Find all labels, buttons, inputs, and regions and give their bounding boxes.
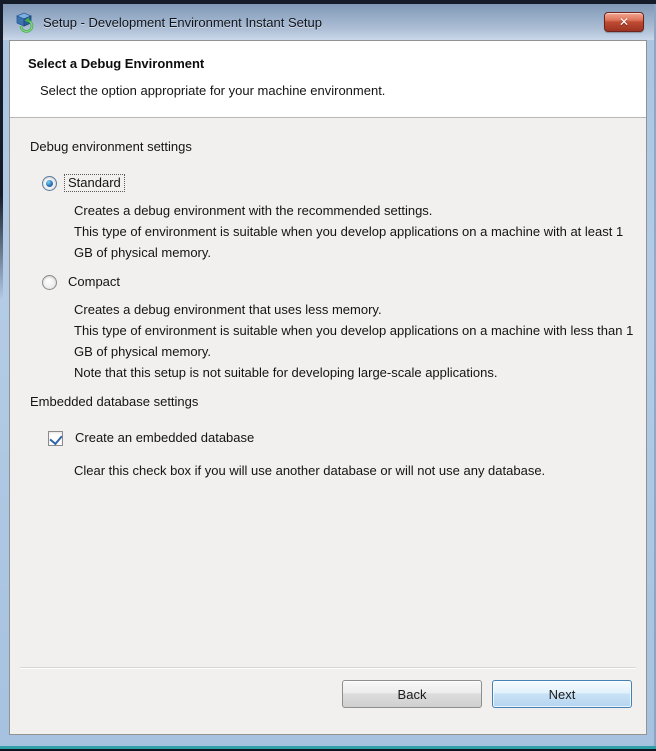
titlebar[interactable] [3,4,654,40]
standard-option-row[interactable] [42,175,626,191]
debug-settings-section-label: Debug environment settings [30,139,192,154]
standard-desc-line-1: Creates a debug environment with the recommended settings. [74,203,433,218]
standard-option-description [74,200,636,263]
embedded-database-checkbox-label[interactable]: Create an embedded database [75,430,255,445]
compact-desc-line-2: This type of environment is suitable when you develop applications on a machine with less than 1 GB of physical memory. [74,323,634,359]
setup-app-icon [13,11,35,33]
compact-radio-label[interactable]: Compact [68,274,121,289]
compact-desc-line-3: Note that this setup is not suitable for developing large-scale applications. [74,365,498,380]
compact-option-description [74,299,636,383]
wizard-content-panel [9,40,647,735]
window-top-edge [0,0,656,4]
compact-desc-line-1: Creates a debug environment that uses less memory. [74,302,382,317]
compact-radio-button[interactable] [42,275,57,290]
window-left-edge [0,0,3,300]
page-subtitle: Select the option appropriate for your machine environment. [40,83,386,98]
wizard-body [10,119,646,667]
close-icon: ✕ [618,15,630,29]
standard-radio-label[interactable]: Standard [65,175,124,191]
compact-option-row[interactable] [42,274,626,290]
embedded-database-description: Clear this check box if you will use another database or will not use any database. [74,463,546,478]
standard-desc-line-2: This type of environment is suitable when you develop applications on a machine with at least 1 GB of physical memory. [74,224,624,260]
database-settings-section-label: Embedded database settings [30,394,199,409]
close-button[interactable] [604,12,644,32]
footer-divider [20,667,636,669]
window-title: Setup - Development Environment Instant Setup [43,14,322,30]
wizard-header [10,41,646,118]
standard-radio-button[interactable] [42,176,57,191]
embedded-database-checkbox[interactable] [48,431,63,446]
next-button[interactable]: Next [492,680,632,708]
wizard-footer [10,667,646,734]
footer-button-row [342,680,632,708]
embedded-database-check-row[interactable] [48,430,626,446]
page-title: Select a Debug Environment [28,56,205,71]
back-button[interactable]: Back [342,680,482,708]
